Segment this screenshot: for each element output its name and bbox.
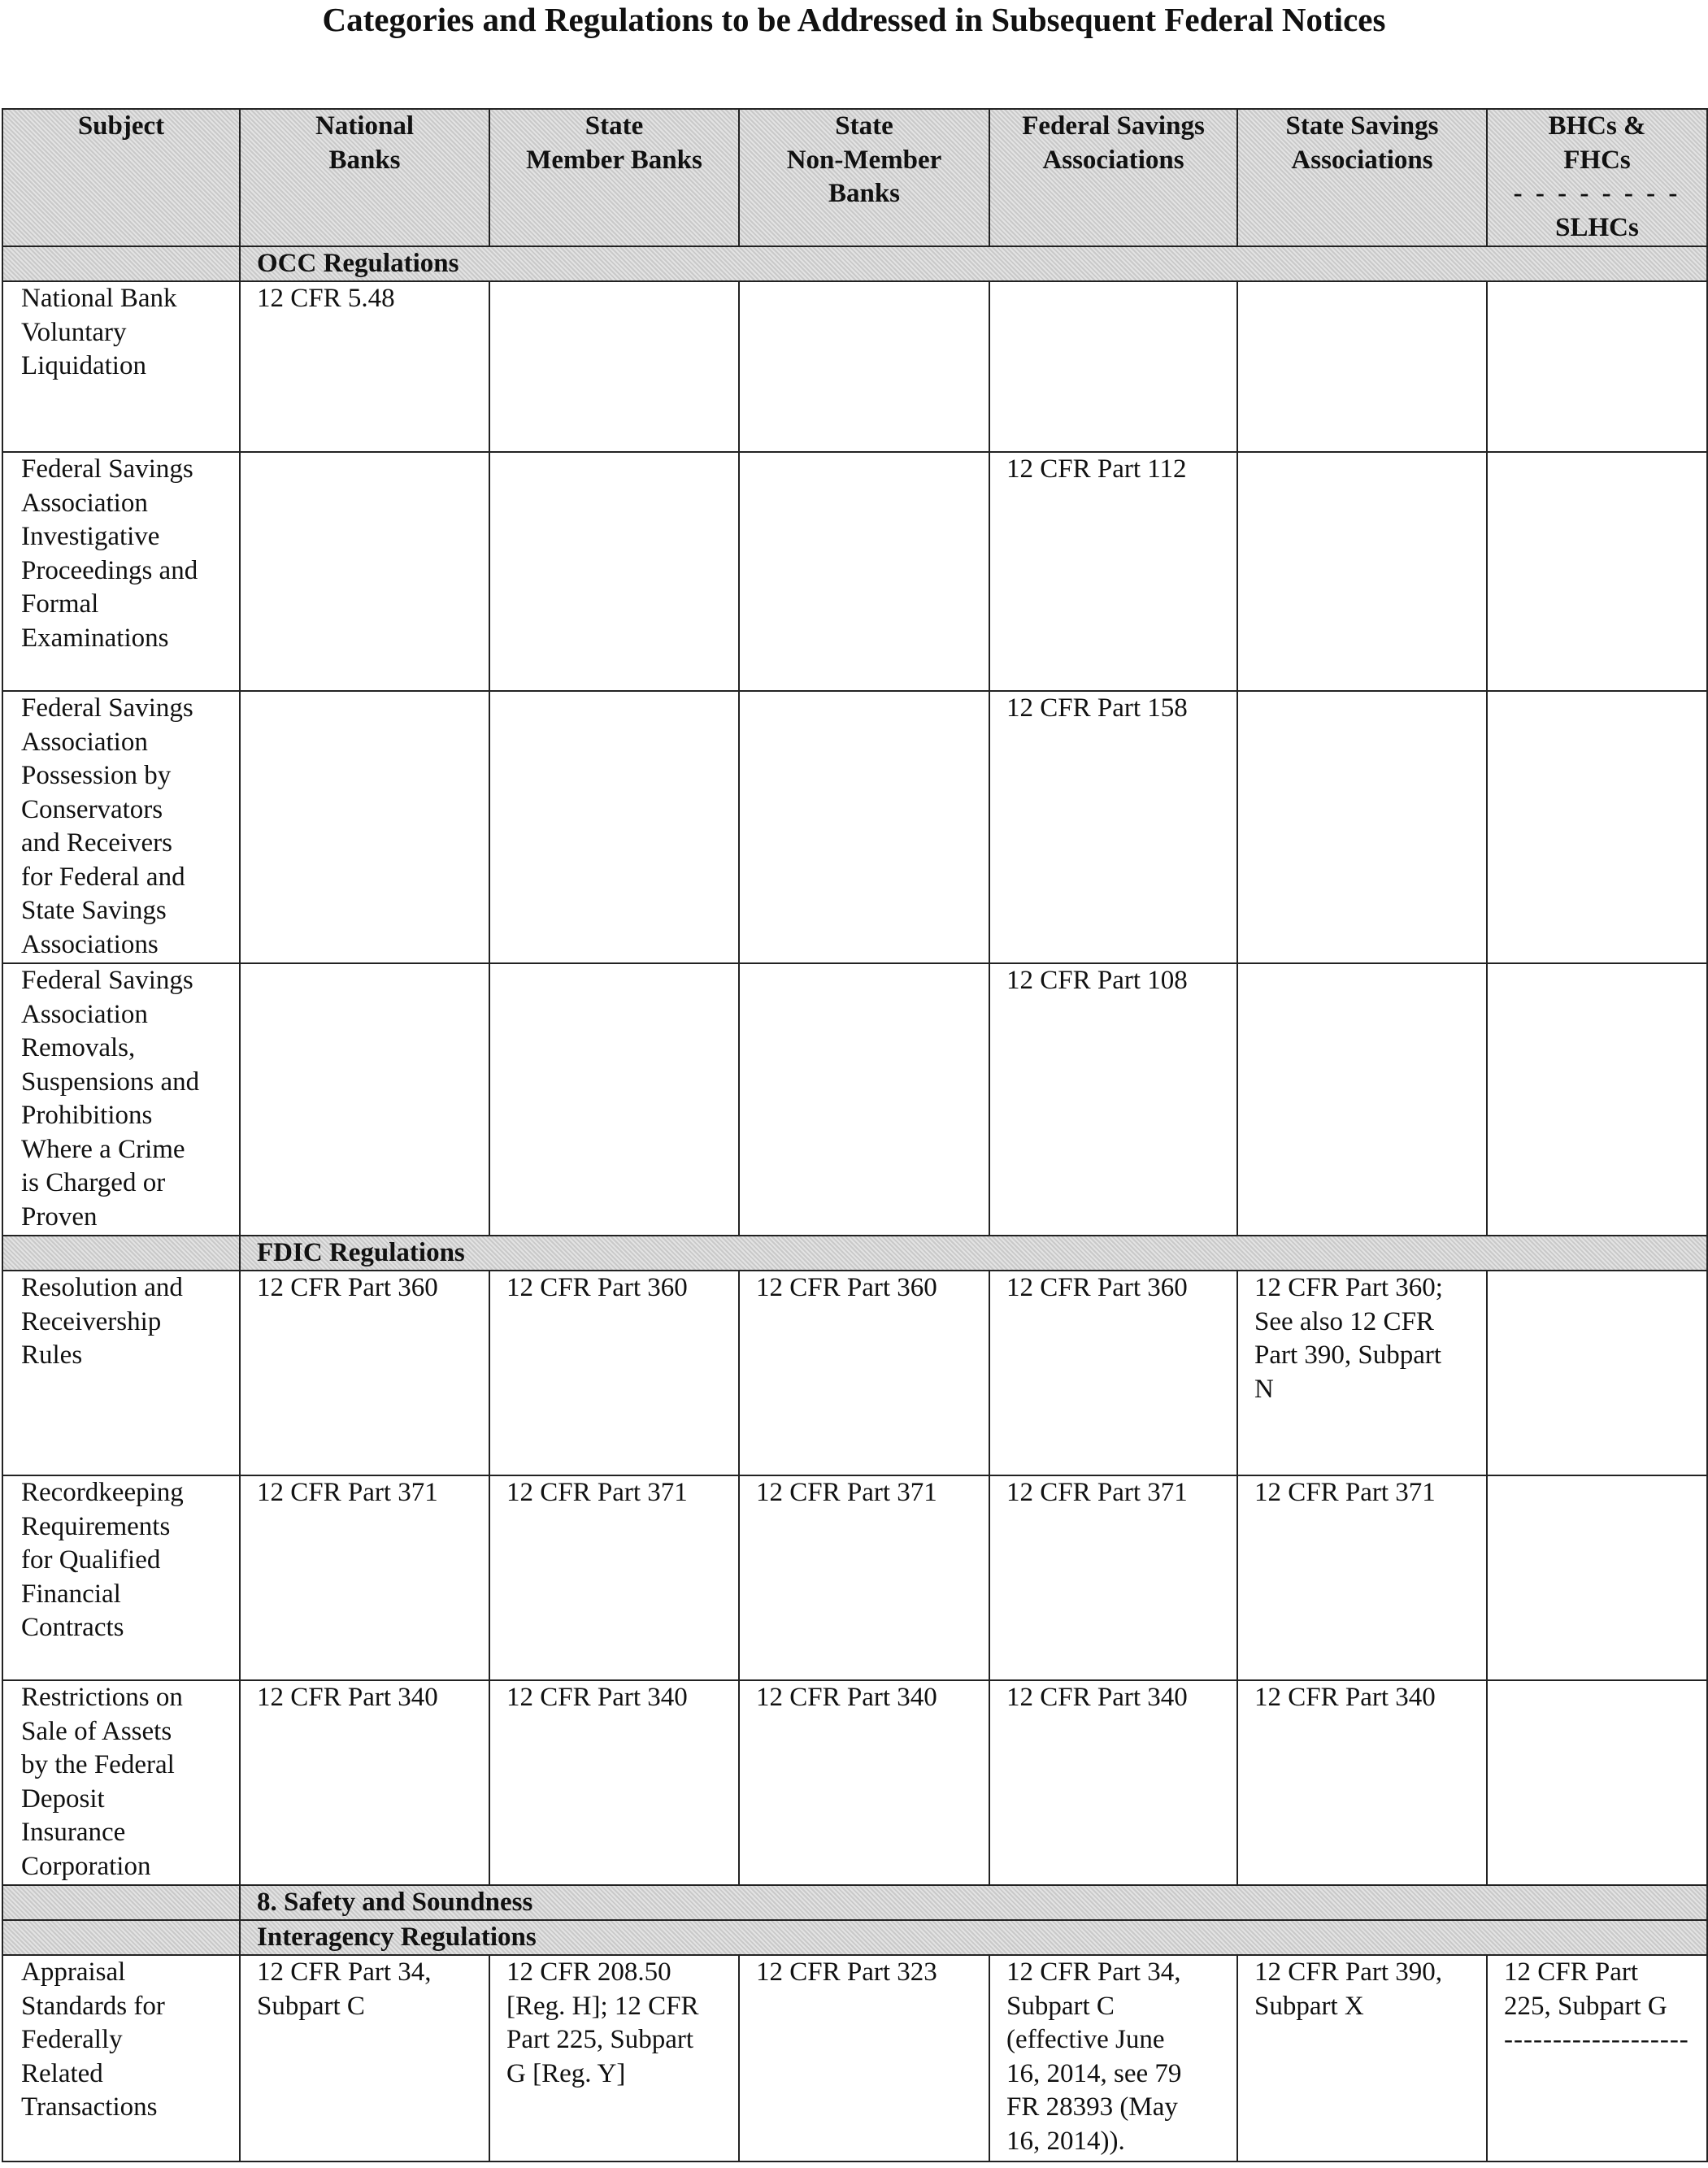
cell-line: 16, 2014, see 79: [1006, 2058, 1182, 2088]
cell-line: 225, Subpart G: [1504, 1991, 1667, 2021]
cell-line: Part 225, Subpart: [506, 2025, 694, 2054]
section-stub: [2, 1885, 240, 1920]
subject-cell: [2, 1271, 240, 1475]
cell-line: Proceedings and: [21, 555, 198, 585]
table-row: [2, 963, 1707, 1236]
col-header-subject: Subject: [2, 109, 240, 246]
cell-line: 12 CFR Part 360;: [1254, 1273, 1443, 1302]
cell-national: [240, 1680, 489, 1885]
cell-line: 12 CFR Part 371: [1006, 1478, 1188, 1507]
cell-line: Recordkeeping: [21, 1478, 184, 1507]
section-stub: [2, 1236, 240, 1271]
cell-line: 12 CFR Part 360: [257, 1273, 438, 1302]
cell-line: 12 CFR Part 360: [756, 1273, 937, 1302]
col-header-state-non-member-banks: State Non-Member Banks: [739, 109, 989, 246]
table-row: [2, 1271, 1707, 1475]
cell-line: Resolution and: [21, 1273, 183, 1302]
cell-line: Requirements: [21, 1511, 171, 1541]
cell-state-member: [489, 691, 739, 963]
table-row: [2, 452, 1707, 691]
cell-line: 12 CFR Part 360: [1006, 1273, 1188, 1302]
cell-line: for Federal and: [21, 862, 185, 892]
col-header-state-savings-associations: State Savings Associations: [1237, 109, 1487, 246]
cell-federal-savings: [989, 1955, 1237, 2161]
cell-line: 12 CFR Part 390,: [1254, 1957, 1443, 1987]
subject-cell: [2, 963, 240, 1236]
cell-state-nonmember: [739, 1680, 989, 1885]
cell-line: Associations: [21, 929, 159, 959]
cell-state-member: [489, 963, 739, 1236]
subject-cell: [2, 1475, 240, 1680]
cell-line: 12 CFR Part 112: [1006, 454, 1187, 484]
cell-line: 12 CFR Part 371: [756, 1478, 937, 1507]
cell-national: [240, 1955, 489, 2161]
cell-line: Conservators: [21, 794, 163, 824]
cell-line: Association: [21, 727, 148, 757]
cell-line: [Reg. H]; 12 CFR: [506, 1991, 699, 2021]
cell-line: 16, 2014)).: [1006, 2126, 1125, 2156]
cell-state-member: [489, 1680, 739, 1885]
col-header-federal-savings-associations: Federal Savings Associations: [989, 109, 1237, 246]
cell-line: Association: [21, 999, 148, 1029]
section-safety-and-soundness: [2, 1885, 1707, 1920]
cell-line: Removals,: [21, 1033, 136, 1062]
cell-line: Restrictions on: [21, 1683, 183, 1712]
cell-state-nonmember: [739, 691, 989, 963]
cell-line: Subpart X: [1254, 1991, 1364, 2021]
cell-line: FR 28393 (May: [1006, 2092, 1178, 2122]
cell-line: (effective June: [1006, 2025, 1165, 2054]
cell-line: Subpart C: [257, 1991, 365, 2021]
cell-bhc: [1487, 1680, 1707, 1885]
cell-line: 12 CFR Part 340: [756, 1683, 937, 1712]
header-row: [2, 109, 1707, 246]
cell-state-member: [489, 1271, 739, 1475]
cell-state-savings: [1237, 1955, 1487, 2161]
cell-line: Association: [21, 488, 148, 518]
cell-line: National Bank: [21, 284, 177, 313]
cell-line: Corporation: [21, 1851, 151, 1881]
subject-cell: [2, 1955, 240, 2161]
table-row: [2, 691, 1707, 963]
cell-line: Voluntary: [21, 317, 127, 347]
subject-cell: [2, 281, 240, 452]
cell-line: 12 CFR Part 340: [506, 1683, 688, 1712]
cell-state-savings: [1237, 1271, 1487, 1475]
cell-line: Prohibitions: [21, 1101, 153, 1130]
cell-bhc: [1487, 281, 1707, 452]
cell-line: 12 CFR Part 108: [1006, 966, 1188, 995]
cell-line: 12 CFR Part 158: [1006, 693, 1188, 723]
cell-line: 12 CFR 208.50: [506, 1957, 671, 1987]
table-row: [2, 281, 1707, 452]
cell-line: 12 CFR Part 34,: [257, 1957, 432, 1987]
cell-national: [240, 452, 489, 691]
cell-line: Possession by: [21, 761, 172, 790]
cell-line: 12 CFR Part 371: [257, 1478, 438, 1507]
section-stub: [2, 1920, 240, 1955]
cell-national: [240, 963, 489, 1236]
cell-line: Sale of Assets: [21, 1716, 172, 1746]
cell-line: N: [1254, 1374, 1274, 1404]
cell-line: See also 12 CFR: [1254, 1306, 1434, 1336]
cell-line: 12 CFR Part 340: [1254, 1683, 1436, 1712]
cell-line: Investigative: [21, 522, 160, 551]
cell-bhc: [1487, 1271, 1707, 1475]
cell-bhc: [1487, 691, 1707, 963]
cell-line: State Savings: [21, 896, 167, 925]
cell-line: 12 CFR Part 323: [756, 1957, 937, 1987]
cell-line: Deposit: [21, 1783, 105, 1814]
cell-state-savings: [1237, 1475, 1487, 1680]
cell-state-nonmember: [739, 1271, 989, 1475]
col-header-national-banks: National Banks: [240, 109, 489, 246]
section-heading: Interagency Regulations: [240, 1920, 1707, 1955]
regulations-table: [2, 108, 1708, 2162]
cell-line: by the Federal: [21, 1750, 175, 1779]
cell-line: Related: [21, 2058, 103, 2088]
cell-line: Proven: [21, 1201, 98, 1232]
cell-state-member: [489, 1475, 739, 1680]
col-header-bhcs-fhcs-slhcs: BHCs & FHCs - - - - - - - - SLHCs: [1487, 109, 1707, 246]
cell-line: Federal Savings: [21, 966, 193, 995]
cell-line: Where a Crime: [21, 1134, 185, 1164]
cell-state-nonmember: [739, 1955, 989, 2161]
cell-line: 12 CFR 5.48: [257, 284, 395, 313]
cell-line: Federal Savings: [21, 454, 193, 484]
cell-line: 12 CFR Part: [1504, 1957, 1639, 1987]
section-heading: 8. Safety and Soundness: [240, 1885, 1707, 1920]
subject-cell: [2, 1680, 240, 1885]
cell-line: 12 CFR Part 34,: [1006, 1957, 1181, 1987]
cell-state-nonmember: [739, 963, 989, 1236]
cell-line: Formal: [21, 589, 99, 619]
cell-state-savings: [1237, 691, 1487, 963]
cell-line: Suspensions and: [21, 1067, 200, 1097]
cell-state-savings: [1237, 452, 1487, 691]
cell-line: Federally: [21, 2025, 123, 2054]
cell-line: 12 CFR Part 360: [506, 1273, 688, 1302]
cell-federal-savings: [989, 1271, 1237, 1475]
table-row: [2, 1680, 1707, 1885]
cell-line: Rules: [21, 1340, 83, 1370]
cell-national: [240, 1475, 489, 1680]
cell-line: Liquidation: [21, 351, 146, 380]
cell-line: and Receivers: [21, 828, 172, 858]
cell-state-savings: [1237, 963, 1487, 1236]
table-row: [2, 1475, 1707, 1680]
cell-federal-savings: [989, 691, 1237, 963]
cell-bhc: [1487, 452, 1707, 691]
page-title: Categories and Regulations to be Addressed in Subsequent Federal Notices: [322, 1, 1386, 38]
cell-line: for Qualified: [21, 1545, 161, 1575]
subject-cell: [2, 452, 240, 691]
cell-line: is Charged or: [21, 1168, 166, 1197]
cell-bhc: [1487, 1475, 1707, 1680]
col-header-state-member-banks: State Member Banks: [489, 109, 739, 246]
cell-line: Examinations: [21, 623, 169, 653]
cell-federal-savings: [989, 452, 1237, 691]
cell-line: Insurance: [21, 1818, 126, 1847]
cell-line: Part 390, Subpart: [1254, 1340, 1442, 1370]
cell-line: Appraisal: [21, 1957, 126, 1987]
section-stub: [2, 246, 240, 281]
cell-line: 12 CFR Part 340: [257, 1683, 438, 1712]
cell-federal-savings: [989, 963, 1237, 1236]
cell-state-savings: [1237, 1680, 1487, 1885]
cell-national: [240, 691, 489, 963]
section-occ-regulations: [2, 246, 1707, 281]
cell-state-member: [489, 452, 739, 691]
cell-line: 12 CFR Part 340: [1006, 1683, 1188, 1712]
cell-line: Receivership: [21, 1306, 162, 1336]
cell-state-member: [489, 1955, 739, 2161]
section-fdic-regulations: [2, 1236, 1707, 1271]
cell-state-member: [489, 281, 739, 452]
section-heading: OCC Regulations: [240, 246, 1707, 281]
cell-line: Contracts: [21, 1613, 124, 1642]
cell-federal-savings: [989, 1475, 1237, 1680]
cell-line: Federal Savings: [21, 693, 193, 723]
cell-line: G [Reg. Y]: [506, 2058, 626, 2088]
cell-national: [240, 281, 489, 452]
cell-line: 12 CFR Part 371: [1254, 1478, 1436, 1507]
cell-state-savings: [1237, 281, 1487, 452]
table-row: [2, 1955, 1707, 2161]
section-heading: FDIC Regulations: [240, 1236, 1707, 1271]
cell-line: Financial: [21, 1579, 121, 1609]
cell-line: Standards for: [21, 1991, 165, 2021]
cell-line: 12 CFR Part 371: [506, 1478, 688, 1507]
cell-state-nonmember: [739, 281, 989, 452]
cell-state-nonmember: [739, 452, 989, 691]
cell-bhc: [1487, 1955, 1707, 2161]
cell-state-nonmember: [739, 1475, 989, 1680]
cell-line: -------------------: [1504, 2025, 1689, 2054]
cell-federal-savings: [989, 281, 1237, 452]
cell-bhc: [1487, 963, 1707, 1236]
section-interagency-regulations: [2, 1920, 1707, 1955]
cell-line: Subpart C: [1006, 1991, 1115, 2021]
cell-line: Transactions: [21, 2092, 158, 2122]
cell-national: [240, 1271, 489, 1475]
cell-federal-savings: [989, 1680, 1237, 1885]
subject-cell: [2, 691, 240, 963]
